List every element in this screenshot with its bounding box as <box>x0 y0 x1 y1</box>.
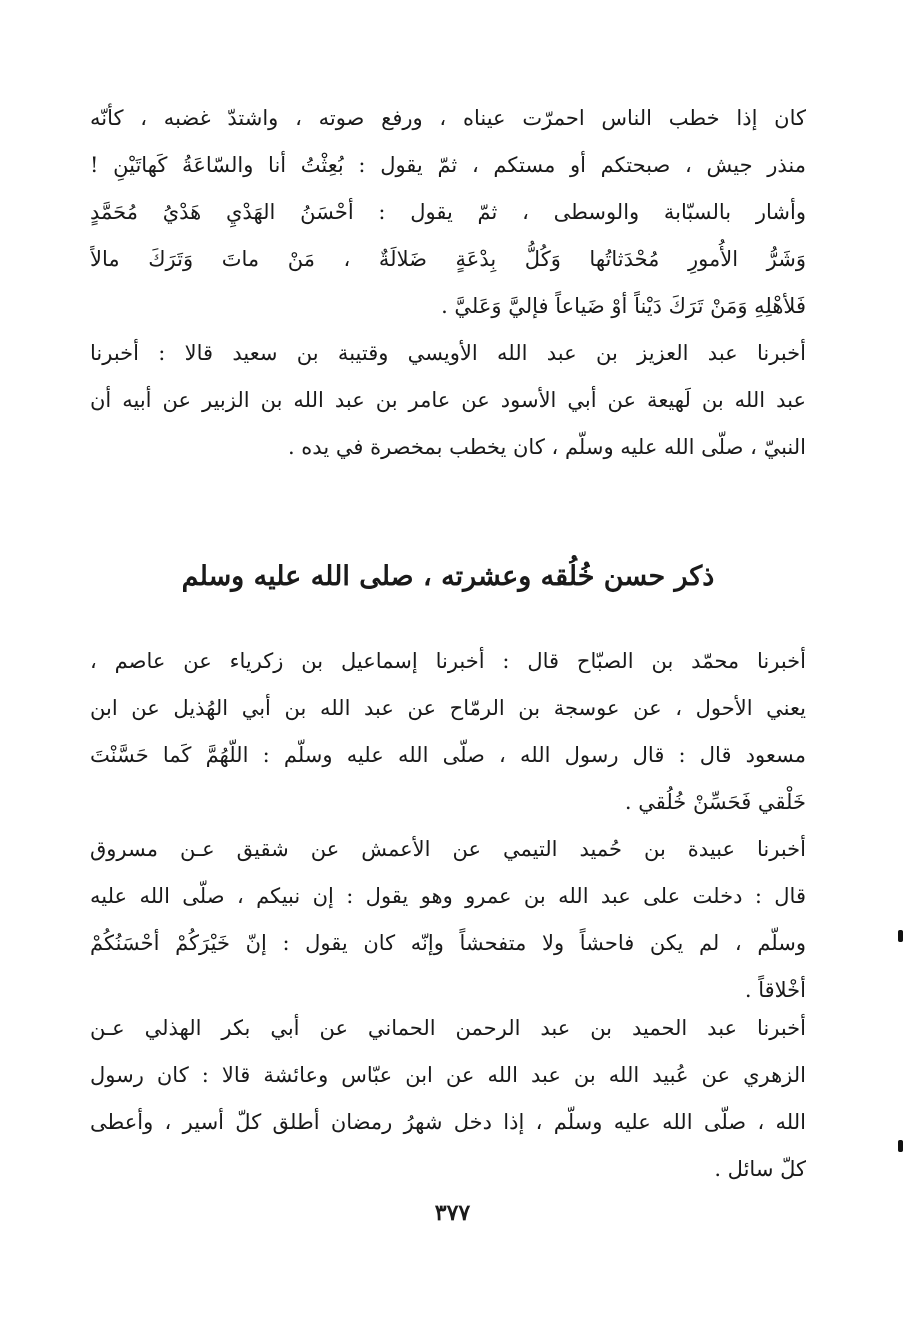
text-line: قال : دخلت على عبد الله بن عمرو وهو يقول : إن نبيكم ، صلّى الله عليه <box>90 884 806 908</box>
text-line: كان إذا خطب الناس احمرّت عيناه ، ورفع صوته ، واشتدّ غضبه ، كأنّه <box>90 106 806 130</box>
text-line: أخبرنا عبد العزيز بن عبد الله الأويسي وقتيبة بن سعيد قالا : أخبرنا <box>90 341 806 365</box>
text-line: خَلْقي فَحَسِّنْ خُلُقي . <box>624 790 806 814</box>
paragraph-hadith-mikhsara <box>90 330 806 471</box>
text-line: أخبرنا عبيدة بن حُميد التيمي عن الأعمش عن شقيق عـن مسروق <box>90 837 806 861</box>
text-line: كلّ سائل . <box>714 1157 806 1181</box>
page-number: ٣٧٧ <box>434 1200 471 1226</box>
text-line: عبد الله بن لَهيعة عن أبي الأسود عن عامر بن عبد الله بن الزبير عن أبيه أن <box>90 388 806 412</box>
margin-ink-mark <box>898 1140 903 1152</box>
text-line: منذر جيش ، صبحتكم أو مستكم ، ثمّ يقول : بُعِثْتُ أنا والسّاعَةُ كَهاتَيْنِ ! <box>90 153 806 177</box>
text-line: أخبرنا محمّد بن الصبّاح قال : أخبرنا إسماعيل بن زكرياء عن عاصم ، <box>90 649 806 673</box>
text-line: أخبرنا عبد الحميد بن عبد الرحمن الحماني عن أبي بكر الهذلي عـن <box>90 1016 806 1040</box>
text-line: يعني الأحول ، عن عوسجة بن الرمّاح عن عبد الله بن أبي الهُذيل عن ابن <box>90 696 806 720</box>
text-line: مسعود قال : قال رسول الله ، صلّى الله عليه وسلّم : اللّهُمَّ كَما حَسَّنْتَ <box>90 743 806 767</box>
paragraph-hadith-ramadan <box>90 1005 806 1193</box>
text-line: وَشَرُّ الأُمورِ مُحْدَثاتُها وَكُلُّ بِدْعَةٍ ضَلالَةٌ ، مَنْ ماتَ وَتَرَكَ مالاً <box>90 247 806 271</box>
text-line: أخْلاقاً . <box>744 978 806 1002</box>
text-line: وأشار بالسبّابة والوسطى ، ثمّ يقول : أحْسَنُ الهَدْيِ هَدْيُ مُحَمَّدٍ <box>90 200 806 224</box>
margin-ink-mark <box>898 930 903 942</box>
paragraph-hadith-khutba <box>90 95 806 330</box>
text-line: الزهري عن عُبيد الله بن عبد الله عن ابن عبّاس وعائشة قالا : كان رسول <box>90 1063 806 1087</box>
paragraph-hadith-akhlaq <box>90 826 806 1014</box>
text-line: وسلّم ، لم يكن فاحشاً ولا متفحشاً وإنّه كان يقول : إنّ خَيْرَكُمْ أحْسَنُكُمْ <box>90 931 806 955</box>
text-line: النبيّ ، صلّى الله عليه وسلّم ، كان يخطب بمخصرة في يده . <box>287 435 806 459</box>
text-line: فَلأهْلِهِ وَمَنْ تَرَكَ دَيْناً أوْ ضَياعاً فإليَّ وَعَليَّ . <box>441 294 806 318</box>
section-heading: ذكر حسن خُلُقه وعشرته ، صلى الله عليه وسلم <box>181 561 715 592</box>
text-line: الله ، صلّى الله عليه وسلّم ، إذا دخل شهرُ رمضان أطلق كلّ أسير ، وأعطى <box>90 1110 806 1134</box>
paragraph-hadith-husn-khuluq <box>90 638 806 826</box>
